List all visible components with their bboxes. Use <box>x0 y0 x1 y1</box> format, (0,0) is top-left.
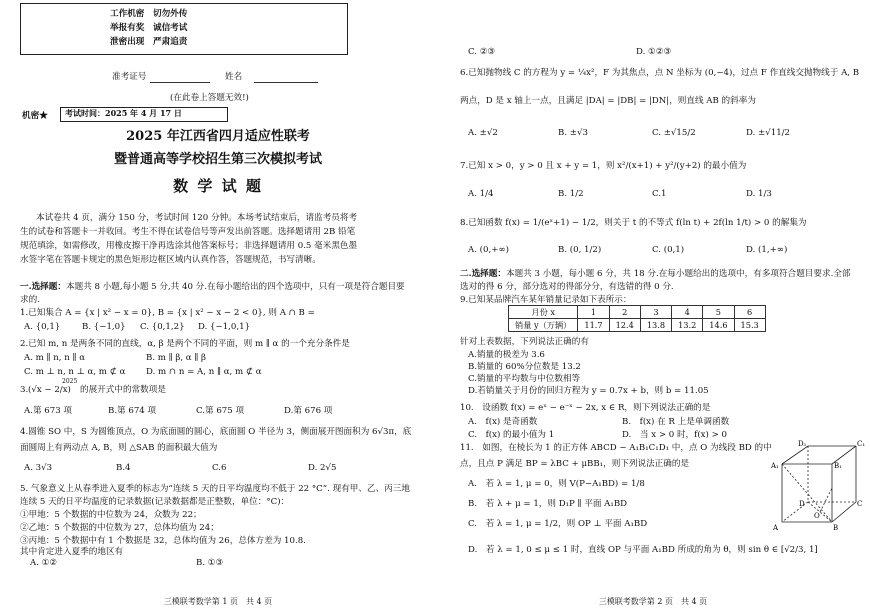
q1-option-b: B. {−1,0} <box>82 322 126 332</box>
q2-option-b: B. m ∥ β, α ∥ β <box>146 353 206 363</box>
q7-stem: 7.已知 x > 0，y > 0 且 x + y = 1，则 x²/(x+1) + y²/(y+2) 的最小值为 <box>460 161 747 171</box>
label-A1: A₁ <box>771 462 779 470</box>
q3-expression: (√x − 2/x) <box>28 385 71 395</box>
q4-option-d: D. 2√5 <box>308 463 337 473</box>
label-A: A <box>773 524 779 532</box>
q2-option-d: D. m ∩ n = A, n ∥ α, m ⊄ α <box>146 367 262 377</box>
label-B1: B₁ <box>834 462 842 470</box>
q4-option-c: C.6 <box>212 463 227 473</box>
q11-option-b: B. 若 λ + μ = 1，则 D₁P ∥ 平面 A₁BD <box>468 499 628 509</box>
footer-left: 三模联考数学第 1 页 共 4 页 <box>163 597 273 606</box>
admission-field-line <box>150 82 210 83</box>
section2-heading: 二.选择题： <box>460 269 506 279</box>
q3-option-b: B.第 674 项 <box>108 406 157 416</box>
q9-ask: 针对上表数据，下列说法正确的有 <box>460 337 589 347</box>
q1-option-c: C. {0,1,2} <box>140 322 185 332</box>
q3-option-a: A.第 673 项 <box>24 406 72 416</box>
q1-option-d: D. {−1,0,1} <box>198 322 251 332</box>
title-line-3: 数 学 试 题 <box>173 177 263 195</box>
q6-option-a: A. ±√2 <box>468 128 498 138</box>
q4-stem-2: 面圆周上有两动点 A, B，则 △SAB 的面积最大值为 <box>20 443 218 453</box>
q7-option-b: B. 1/2 <box>558 189 584 199</box>
label-C1: C₁ <box>857 440 866 448</box>
q5-item-2: ②乙地：5 个数据的中位数为 27，总体均值为 24； <box>20 523 219 533</box>
section1-desc: 本题共 8 小题,每小题 5 分,共 40 分.在每小题给出的四个选项中，只有一项是符合题目要 <box>66 282 405 292</box>
q8-option-b: B. (0, 1/2) <box>558 245 602 255</box>
q9-option-b: B.销量的 60%分位数是 13.2 <box>468 362 581 372</box>
label-C: C <box>857 500 863 508</box>
table-cell: 13.8 <box>640 319 671 332</box>
intro-line-1: 本试卷共 4 页，满分 150 分，考试时间 120 分钟。本场考试结束后，请监考员将考 <box>36 213 358 223</box>
q1-option-a: A. {0,1} <box>24 322 61 332</box>
q11-option-d: D. 若 λ = 1, 0 ≤ μ ≤ 1 时，直线 OP 与平面 A₁BD 所成的角为 θ，则 sin θ ∈ [√2/3, 1] <box>468 545 818 555</box>
q10-option-a: A. f(x) 是奇函数 <box>468 417 538 427</box>
q3-number: 3. <box>20 385 29 395</box>
q7-option-c: C.1 <box>652 189 667 199</box>
section2-desc-2: 选对的得 6 分，部分选对的得部分分，有选错的得 0 分. <box>460 282 674 292</box>
q3-option-d: D.第 676 项 <box>284 406 333 416</box>
label-B: B <box>833 524 839 532</box>
q5-stem-2: 连续 5 天的日平均温度的记录数据(记录数据都是正整数，单位：°C)： <box>20 497 290 507</box>
table-header-cell: 销量 y（万辆） <box>509 319 578 332</box>
table-cell: 1 <box>578 306 609 319</box>
q11-option-a: A. 若 λ = 1, μ = 0，则 V(P−A₁BD) = 1/8 <box>468 479 645 489</box>
q3-stem: 的展开式中的常数项是 <box>80 385 166 395</box>
q10-option-b: B. f(x) 在 R 上是单调函数 <box>622 417 730 427</box>
table-cell: 14.6 <box>703 319 734 332</box>
intro-line-2: 生的试卷和答题卡一并收回。考生不得在试卷信号等声发出前答题。选择题请用 2B 铅笔 <box>20 227 356 237</box>
q11-option-c: C. 若 λ = 1, μ = 1/2，则 OP ⊥ 平面 A₁BD <box>468 519 648 529</box>
cube-edge <box>832 502 856 522</box>
intro-line-4: 水签字笔在答题卡规定的黑色矩形边框区域内认真作答，答题规范，书写清晰。 <box>20 255 321 265</box>
q9-sales-table <box>508 305 766 332</box>
name-field-line <box>254 82 318 83</box>
cube-hidden-edge <box>782 464 832 522</box>
q3-exponent: 2025 <box>62 378 78 385</box>
q9-option-d: D.若销量关于月份的回归方程为 y = 0.7x + b，则 b = 11.05 <box>468 386 709 396</box>
q6-option-d: D. ±√11/2 <box>746 128 791 138</box>
table-cell: 12.4 <box>609 319 640 332</box>
label-D: D <box>799 500 805 508</box>
table-cell: 15.3 <box>734 319 765 332</box>
q9-stem: 9.已知某品牌汽车某年销量记录如下表所示： <box>460 295 632 305</box>
q8-option-a: A. (0,+∞) <box>468 245 509 255</box>
q5-option-a: A. ①② <box>30 558 58 568</box>
confidential-label: 机密★ <box>22 111 48 121</box>
table-cell: 6 <box>734 306 765 319</box>
q6-option-b: B. ±√3 <box>558 128 588 138</box>
q5-item-1: ①甲地：5 个数据的中位数为 24，众数为 22； <box>20 510 202 520</box>
q1-stem: 1.已知集合 A = {x | x² − x = 0}, B = {x | x² − x − 2 < 0}, 则 A ∩ B = <box>20 308 315 318</box>
notice-line-3: 泄密出现 严肃追责 <box>110 37 188 47</box>
q8-option-c: C. (0,1) <box>652 245 685 255</box>
cube-hidden-edge <box>820 488 832 512</box>
q8-option-d: D. (1,+∞) <box>746 245 788 255</box>
section2-desc: 本题共 3 小题，每小题 6 分，共 18 分.在每小题给出的选项中，有多项符合题目要求.全部 <box>506 269 851 279</box>
q4-option-a: A. 3√3 <box>24 463 53 473</box>
q7-option-d: D. 1/3 <box>746 189 772 199</box>
footer-right: 三模联考数学第 2 页 共 4 页 <box>598 597 708 606</box>
section1-desc-2: 求的. <box>20 295 40 305</box>
table-cell: 5 <box>703 306 734 319</box>
q10-option-c: C. f(x) 的最小值为 1 <box>468 430 555 440</box>
q9-option-a: A.销量的极差为 3.6 <box>468 350 545 360</box>
cube-edge <box>782 446 808 464</box>
q6-stem: 6.已知抛物线 C 的方程为 y = ¼x²，F 为其焦点，点 N 坐标为 (0,−4)，过点 F 作直线交抛物线于 A, B <box>460 68 860 78</box>
table-cell: 11.7 <box>578 319 609 332</box>
q5-option-b: B. ①③ <box>196 558 224 568</box>
title-line-1: 2025 年江西省四月适应性联考 <box>126 129 310 144</box>
q2-stem: 2.已知 m, n 是两条不同的直线，α, β 是两个不同的平面，则 m ∥ α 的一个充分条件是 <box>20 339 350 349</box>
q11-stem: 11. 如图，在棱长为 1 的正方体 ABCD − A₁B₁C₁D₁ 中，点 O 为线段 BD 的中 <box>460 443 772 453</box>
notice-line-1: 工作机密 切勿外传 <box>110 9 188 19</box>
table-header-cell: 月份 x <box>509 306 578 319</box>
q6-option-c: C. ±√15/2 <box>652 128 696 138</box>
name-label: 姓名 <box>225 72 243 82</box>
q11-cube-figure <box>770 438 866 536</box>
table-cell: 2 <box>609 306 640 319</box>
q9-option-c: C.销量的平均数与中位数相等 <box>468 374 581 384</box>
q3-option-c: C.第 675 项 <box>196 406 245 416</box>
title-line-2: 暨普通高等学校招生第三次模拟考试 <box>113 152 322 167</box>
table-cell: 13.2 <box>672 319 703 332</box>
q4-option-b: B.4 <box>116 463 131 473</box>
q2-option-c: C. m ⊥ n, n ⊥ α, m ⊄ α <box>24 367 126 377</box>
table-row <box>509 319 766 332</box>
label-D1: D₁ <box>798 440 807 448</box>
section1-heading: 一.选择题： <box>20 282 66 292</box>
q5-ask: 其中肯定进入夏季的地区有 <box>20 547 124 557</box>
q10-option-d: D. 当 x > 0 时，f(x) > 0 <box>622 430 727 440</box>
q10-stem: 10. 设函数 f(x) = eˣ − e⁻ˣ − 2x, x ∈ R，则下列说法正确的是 <box>460 403 711 413</box>
q4-stem: 4.圆锥 SO 中，S 为圆锥顶点，O 为底面圆的圆心，底面圆 O 半径为 3，侧面展开图面积为 6√3π，底 <box>20 427 412 437</box>
q11-stem-2: 点，且点 P 满足 BP = λBC + μBB₁，则下列说法正确的是 <box>460 459 690 469</box>
invalid-note: (在此卷上答题无效!) <box>170 93 249 103</box>
table-row <box>509 306 766 319</box>
admission-label: 准考证号 <box>112 72 147 82</box>
q6-stem-2: 两点，D 是 x 轴上一点，且满足 |DA| = |DB| = |DN|，则直线 AB 的斜率为 <box>460 96 756 106</box>
q7-option-a: A. 1/4 <box>468 189 494 199</box>
q5-item-3: ③丙地：5 个数据中有 1 个数据是 32，总体均值为 26，总体方差为 10.8. <box>20 536 306 546</box>
q2-option-a: A. m ∥ n, n ∥ α <box>24 353 86 363</box>
exam-time-box: 考试时间：2025 年 4 月 17 日 <box>60 107 228 122</box>
label-O: O <box>814 512 820 520</box>
q5-option-c: C. ②③ <box>468 47 496 57</box>
q5-option-d: D. ①②③ <box>636 47 672 57</box>
q8-stem: 8.已知函数 f(x) = 1/(eˣ+1) − 1/2，则关于 t 的不等式 f(ln t) + 2f(ln 1/t) > 0 的解集为 <box>460 218 807 228</box>
notice-line-2: 举报有奖 诚信考试 <box>110 23 188 33</box>
table-cell: 3 <box>640 306 671 319</box>
q5-stem: 5. 气象意义上从春季进入夏季的标志为“连续 5 天的日平均温度均不低于 22 °C”. 现有甲、乙、丙三地 <box>20 484 410 494</box>
intro-line-3: 规范填涂，如需修改，用橡皮擦干净再选涂其他答案标号；非选择题请用 0.5 毫米黑色墨 <box>20 241 358 251</box>
table-cell: 4 <box>672 306 703 319</box>
